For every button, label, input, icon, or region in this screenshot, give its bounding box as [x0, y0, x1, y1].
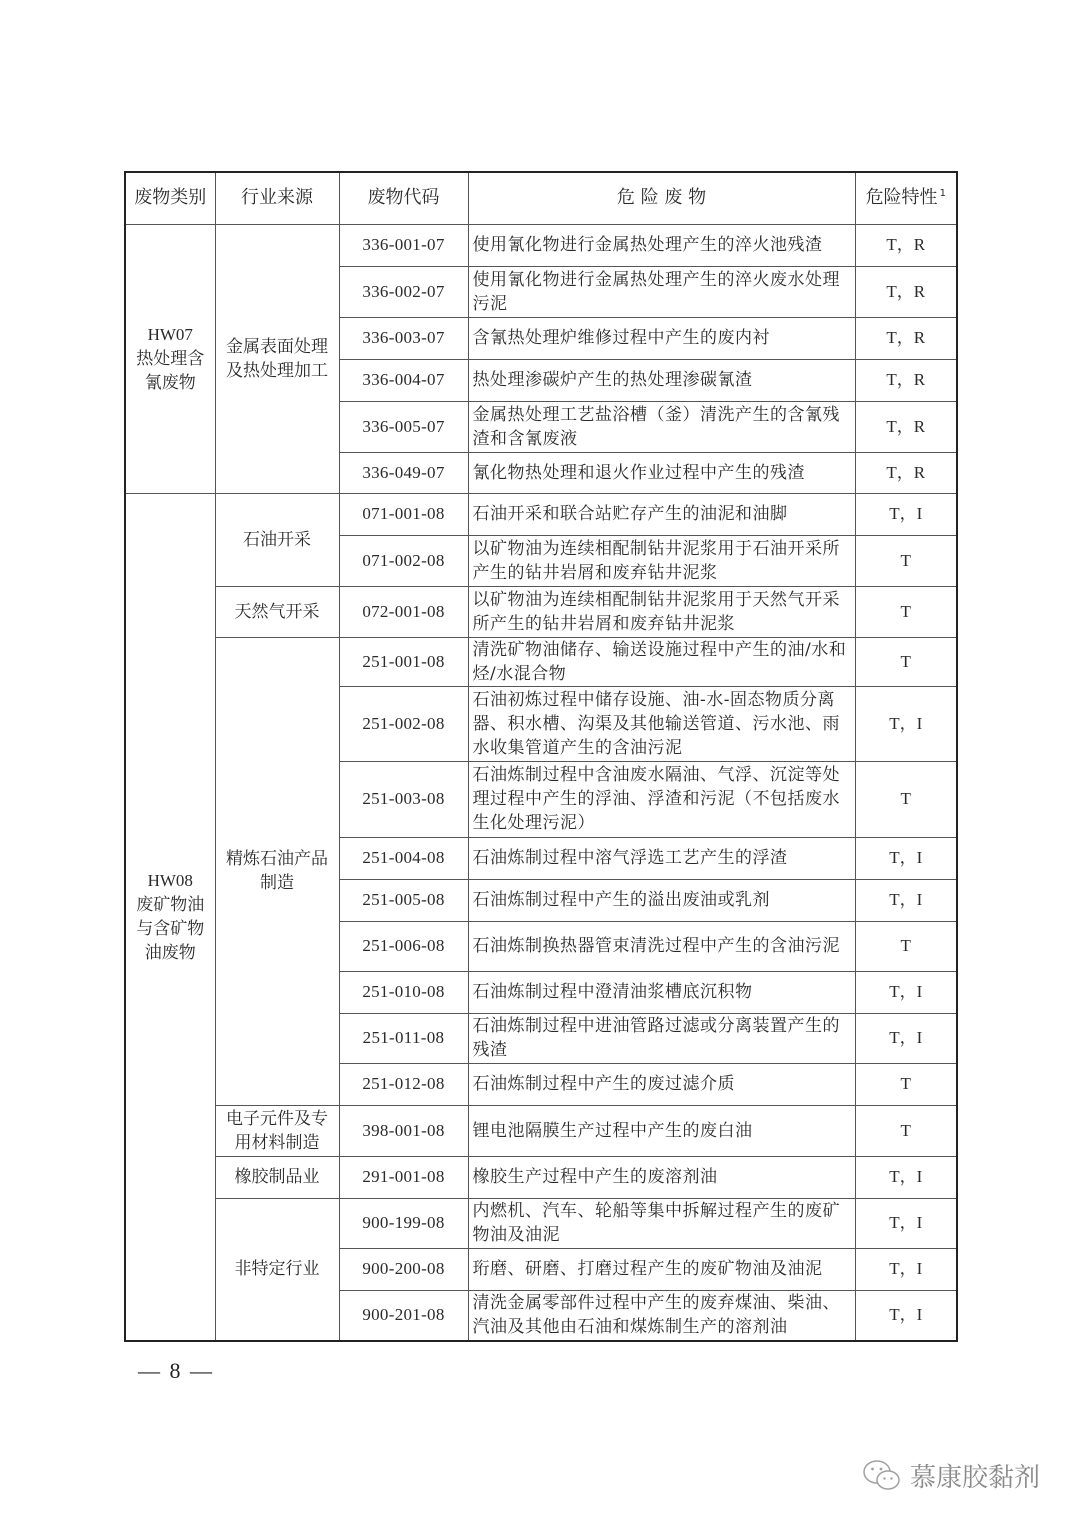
footnote-marker: 1: [939, 188, 946, 200]
table-row: [125, 586, 957, 637]
hazard-characteristic: T，R: [855, 317, 957, 359]
hazard-characteristic: T，R: [855, 224, 957, 266]
hazard-characteristic: T，I: [855, 1013, 957, 1063]
waste-description: 使用氰化物进行金属热处理产生的淬火废水处理污泥: [468, 266, 855, 317]
waste-description: 以矿物油为连续相配制钻井泥浆用于石油开采所产生的钻井岩屑和废弃钻井泥浆: [468, 535, 855, 586]
waste-description: 石油初炼过程中储存设施、油-水-固态物质分离器、积水槽、沟渠及其他输送管道、污水池、雨水收集管道产生的含油污泥: [468, 686, 855, 761]
waste-code: 900-200-08: [339, 1248, 468, 1290]
waste-description: 氰化物热处理和退火作业过程中产生的残渣: [468, 452, 855, 493]
waste-code: 251-003-08: [339, 761, 468, 837]
waste-code: 900-201-08: [339, 1290, 468, 1341]
watermark: [862, 1457, 1040, 1494]
header-source: 行业来源: [215, 172, 339, 224]
source-cell: 天然气开采: [215, 586, 339, 637]
waste-code: 398-001-08: [339, 1105, 468, 1156]
waste-code: 336-003-07: [339, 317, 468, 359]
waste-description: 锂电池隔膜生产过程中产生的废白油: [468, 1105, 855, 1156]
waste-code: 251-005-08: [339, 879, 468, 921]
waste-description: 清洗金属零部件过程中产生的废弃煤油、柴油、汽油及其他由石油和煤炼制生产的溶剂油: [468, 1290, 855, 1341]
header-hazard: 危险特性 $^1$: [855, 172, 957, 224]
source-cell: 石油开采: [215, 493, 339, 586]
waste-code: 336-005-07: [339, 401, 468, 452]
table-row: [125, 1105, 957, 1156]
waste-code: 336-049-07: [339, 452, 468, 493]
source-cell: 金属表面处理及热处理加工: [215, 224, 339, 493]
hazard-characteristic: T，R: [855, 452, 957, 493]
waste-code: 251-012-08: [339, 1063, 468, 1105]
waste-description: 石油炼制过程中进油管路过滤或分离装置产生的残渣: [468, 1013, 855, 1063]
hazard-characteristic: T，I: [855, 879, 957, 921]
hazard-characteristic: T，I: [855, 1156, 957, 1198]
hazard-characteristic: T，I: [855, 1198, 957, 1248]
hazard-characteristic: T，R: [855, 401, 957, 452]
waste-code: 900-199-08: [339, 1198, 468, 1248]
waste-code: 251-006-08: [339, 921, 468, 971]
waste-code: 336-001-07: [339, 224, 468, 266]
page-number: — 8 —: [138, 1358, 214, 1383]
category-cell-hw08: HW08 废矿物油与含矿物油废物: [125, 493, 215, 1341]
header-category: 废物类别: [125, 172, 215, 224]
waste-description: 珩磨、研磨、打磨过程产生的废矿物油及油泥: [468, 1248, 855, 1290]
waste-description: 使用氰化物进行金属热处理产生的淬火池残渣: [468, 224, 855, 266]
waste-code: 071-002-08: [339, 535, 468, 586]
table-row: [125, 1156, 957, 1198]
source-cell: 橡胶制品业: [215, 1156, 339, 1198]
hazard-characteristic: T，R: [855, 359, 957, 401]
wechat-icon: [862, 1459, 902, 1493]
waste-code: 071-001-08: [339, 493, 468, 535]
table-row: [125, 637, 957, 686]
waste-code: 336-002-07: [339, 266, 468, 317]
hazard-characteristic: T，R: [855, 266, 957, 317]
hazard-characteristic: T: [855, 637, 957, 686]
hazard-characteristic: T: [855, 921, 957, 971]
hazard-characteristic: T，I: [855, 971, 957, 1013]
waste-description: 橡胶生产过程中产生的废溶剂油: [468, 1156, 855, 1198]
hazard-characteristic: T，I: [855, 1248, 957, 1290]
waste-description: 石油炼制过程中溶气浮选工艺产生的浮渣: [468, 837, 855, 879]
waste-description: 石油炼制过程中产生的溢出废油或乳剂: [468, 879, 855, 921]
table-row: [125, 1198, 957, 1248]
waste-description: 含氰热处理炉维修过程中产生的废内衬: [468, 317, 855, 359]
waste-code: 251-001-08: [339, 637, 468, 686]
table-row: [125, 224, 957, 266]
source-cell: 精炼石油产品制造: [215, 637, 339, 1105]
waste-code: 291-001-08: [339, 1156, 468, 1198]
waste-code: 336-004-07: [339, 359, 468, 401]
hazard-characteristic: T: [855, 535, 957, 586]
waste-description: 金属热处理工艺盐浴槽（釜）清洗产生的含氰残渣和含氰废液: [468, 401, 855, 452]
waste-description: 石油开采和联合站贮存产生的油泥和油脚: [468, 493, 855, 535]
waste-code: 251-011-08: [339, 1013, 468, 1063]
waste-description: 石油炼制换热器管束清洗过程中产生的含油污泥: [468, 921, 855, 971]
header-code: 废物代码: [339, 172, 468, 224]
hazard-characteristic: T: [855, 761, 957, 837]
table-header-row: [125, 172, 957, 224]
hazard-characteristic: T: [855, 1105, 957, 1156]
category-cell-hw07: HW07 热处理含氰废物: [125, 224, 215, 493]
waste-code: 072-001-08: [339, 586, 468, 637]
source-cell: 电子元件及专用材料制造: [215, 1105, 339, 1156]
waste-description: 石油炼制过程中澄清油浆槽底沉积物: [468, 971, 855, 1013]
waste-code: 251-004-08: [339, 837, 468, 879]
hazard-characteristic: T，I: [855, 493, 957, 535]
waste-description: 内燃机、汽车、轮船等集中拆解过程产生的废矿物油及油泥: [468, 1198, 855, 1248]
waste-code: 251-010-08: [339, 971, 468, 1013]
hazard-characteristic: T，I: [855, 837, 957, 879]
source-cell: 非特定行业: [215, 1198, 339, 1341]
waste-description: 石油炼制过程中产生的废过滤介质: [468, 1063, 855, 1105]
hazard-characteristic: T，I: [855, 686, 957, 761]
waste-description: 清洗矿物油储存、输送设施过程中产生的油/水和烃/水混合物: [468, 637, 855, 686]
waste-code: 251-002-08: [339, 686, 468, 761]
watermark-text: 慕康胶黏剂: [910, 1463, 1041, 1493]
hazardous-waste-table: [124, 171, 958, 1342]
waste-description: 石油炼制过程中含油废水隔油、气浮、沉淀等处理过程中产生的浮油、浮渣和污泥（不包括废水生化处理污泥）: [468, 761, 855, 837]
hazard-characteristic: T: [855, 1063, 957, 1105]
hazard-characteristic: T，I: [855, 1290, 957, 1341]
hazard-characteristic: T: [855, 586, 957, 637]
waste-description: 以矿物油为连续相配制钻井泥浆用于天然气开采所产生的钻井岩屑和废弃钻井泥浆: [468, 586, 855, 637]
header-waste: 危 险 废 物: [468, 172, 855, 224]
waste-description: 热处理渗碳炉产生的热处理渗碳氰渣: [468, 359, 855, 401]
table-row: [125, 493, 957, 535]
